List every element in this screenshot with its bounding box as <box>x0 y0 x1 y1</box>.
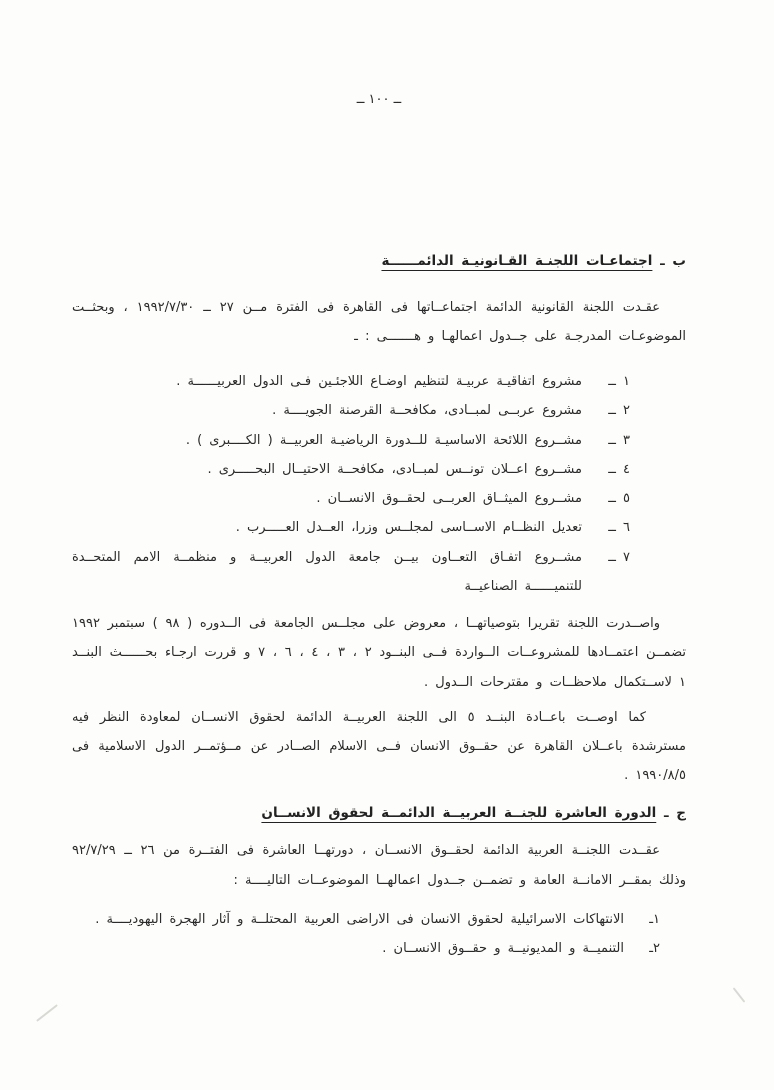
item-text: تعديل النظــام الاســاسى لمجلــس وزرا، العــدل العـــــرب . <box>235 520 582 536</box>
item-number: ٤ ــ <box>608 461 630 477</box>
list-item <box>72 396 630 425</box>
section-j-prefix: ج ـ <box>663 804 686 821</box>
list-item <box>72 426 630 455</box>
list-item <box>72 905 660 934</box>
list-item <box>72 484 630 513</box>
list-item <box>72 455 630 484</box>
list-item <box>72 934 660 963</box>
list-item <box>72 367 630 396</box>
item-number: ١ ــ <box>608 374 630 390</box>
item-number: ٢ ــ <box>608 403 630 419</box>
recommendation-paragraph: كما اوصــت باعــادة البنــد ٥ الى اللجنة العربيــة الدائمة لحقوق الانســان لمعاودة النظر فيه مسترشدة باعــلان القاهرة عن حقــوق الانسان فــى الاسلام الصــادر عن مــؤتمــر الدول الاسلامية فى ١٩٩٠/٨/٥ . <box>72 709 686 784</box>
item-text: مشــروع اتفـاق التعــاون بيــن جامعة الدول العربيــة و منظمــة الامم المتحــدة للتنميــــــة الصناعيــة <box>72 549 582 594</box>
item-number: ٥ ــ <box>608 491 630 507</box>
committee-report-paragraph: واصــدرت اللجنة تقريرا بتوصياتهــا ، معروض على مجلــس الجامعة فى الــدوره ( ٩٨ ) سبتمبر ١٩٩٢ تضمــن اعتمــادها للمشروعــات الــواردة فــى البنــود ٢ ، ٣ ، ٤ ، ٦ ، ٧ و قررت ارجـاء بحــــــث البنــد ١ لاســتكمال ملاحظــات و مقترحات الــدول . <box>72 616 686 690</box>
section-b-title: اجتماعـات اللجنـة القـانونيـة الدائمــــــة <box>381 253 653 269</box>
item-text: مشــروع الميثــاق العربــى لحقــوق الانســان . <box>316 491 582 507</box>
section-b-agenda-list <box>72 367 686 601</box>
section-human-rights-session <box>72 799 686 964</box>
list-item <box>72 513 630 542</box>
item-text: مشروع اتفاقيـة عربيـة لتنظيم اوضـاع اللاجئـين فـى الدول العربيــــــة . <box>176 374 582 390</box>
item-text: مشــروع اللائحة الاساسيـة للــدورة الرياضيـة العربيــة ( الكــــبرى ) . <box>185 432 582 448</box>
scan-artifact <box>36 1004 58 1022</box>
item-text: مشروع عربــى لمبــادى، مكافحــة القرصنة الجويــــة . <box>272 403 582 419</box>
item-number: ٦ ــ <box>608 520 630 536</box>
list-item <box>72 543 630 602</box>
item-number: ٣ ــ <box>608 432 630 448</box>
section-j-agenda-list <box>72 905 686 964</box>
section-b-prefix: ب ـ <box>660 253 686 269</box>
item-number: ١ـ <box>649 911 660 927</box>
scan-artifact <box>733 987 746 1002</box>
item-text: التنميــة و المديونيــة و حقــوق الانســان . <box>382 941 624 957</box>
section-b-heading <box>72 247 686 277</box>
section-j-heading <box>72 799 686 829</box>
item-text: مشــروع اعــلان تونــس لمبــادى، مكافحــة الاحتيــال البحـــــرى . <box>207 461 582 477</box>
page-number: ــ ١٠٠ ــ <box>356 92 402 107</box>
item-number: ٢ـ <box>649 941 660 957</box>
item-number: ٧ ــ <box>608 549 630 565</box>
item-text: الانتهاكات الاسرائيلية لحقوق الانسان فى الاراضى العربية المحتلــة و آثار الهجرة اليهوديــــة . <box>95 911 624 927</box>
section-b-intro-paragraph: عقـدت اللجنة القانونية الدائمة اجتماعــاتها فى القاهرة فى الفترة مــن ٢٧ ــ ١٩٩٢/٧/٣٠ ، وبحثــت الموضوعـات المدرجـة على جــدول اعمالهـا و هـــــــى : ـ <box>72 299 686 344</box>
section-legal-committee-meetings <box>72 247 686 791</box>
section-j-intro-paragraph: عقــدت اللجنــة العربية الدائمة لحقــوق الانســان ، دورتهــا العاشرة فى الفتــرة من ٢٦ ــ ٩٢/٧/٢٩ وذلك بمقــر الامانــة العامة و تضمــن جــدول اعمالهــا الموضوعــات التاليــــة : <box>72 843 686 888</box>
section-j-title: الدورة العاشرة للجنــة العربيــة الدائمــة لحقوق الانســان <box>261 804 657 821</box>
